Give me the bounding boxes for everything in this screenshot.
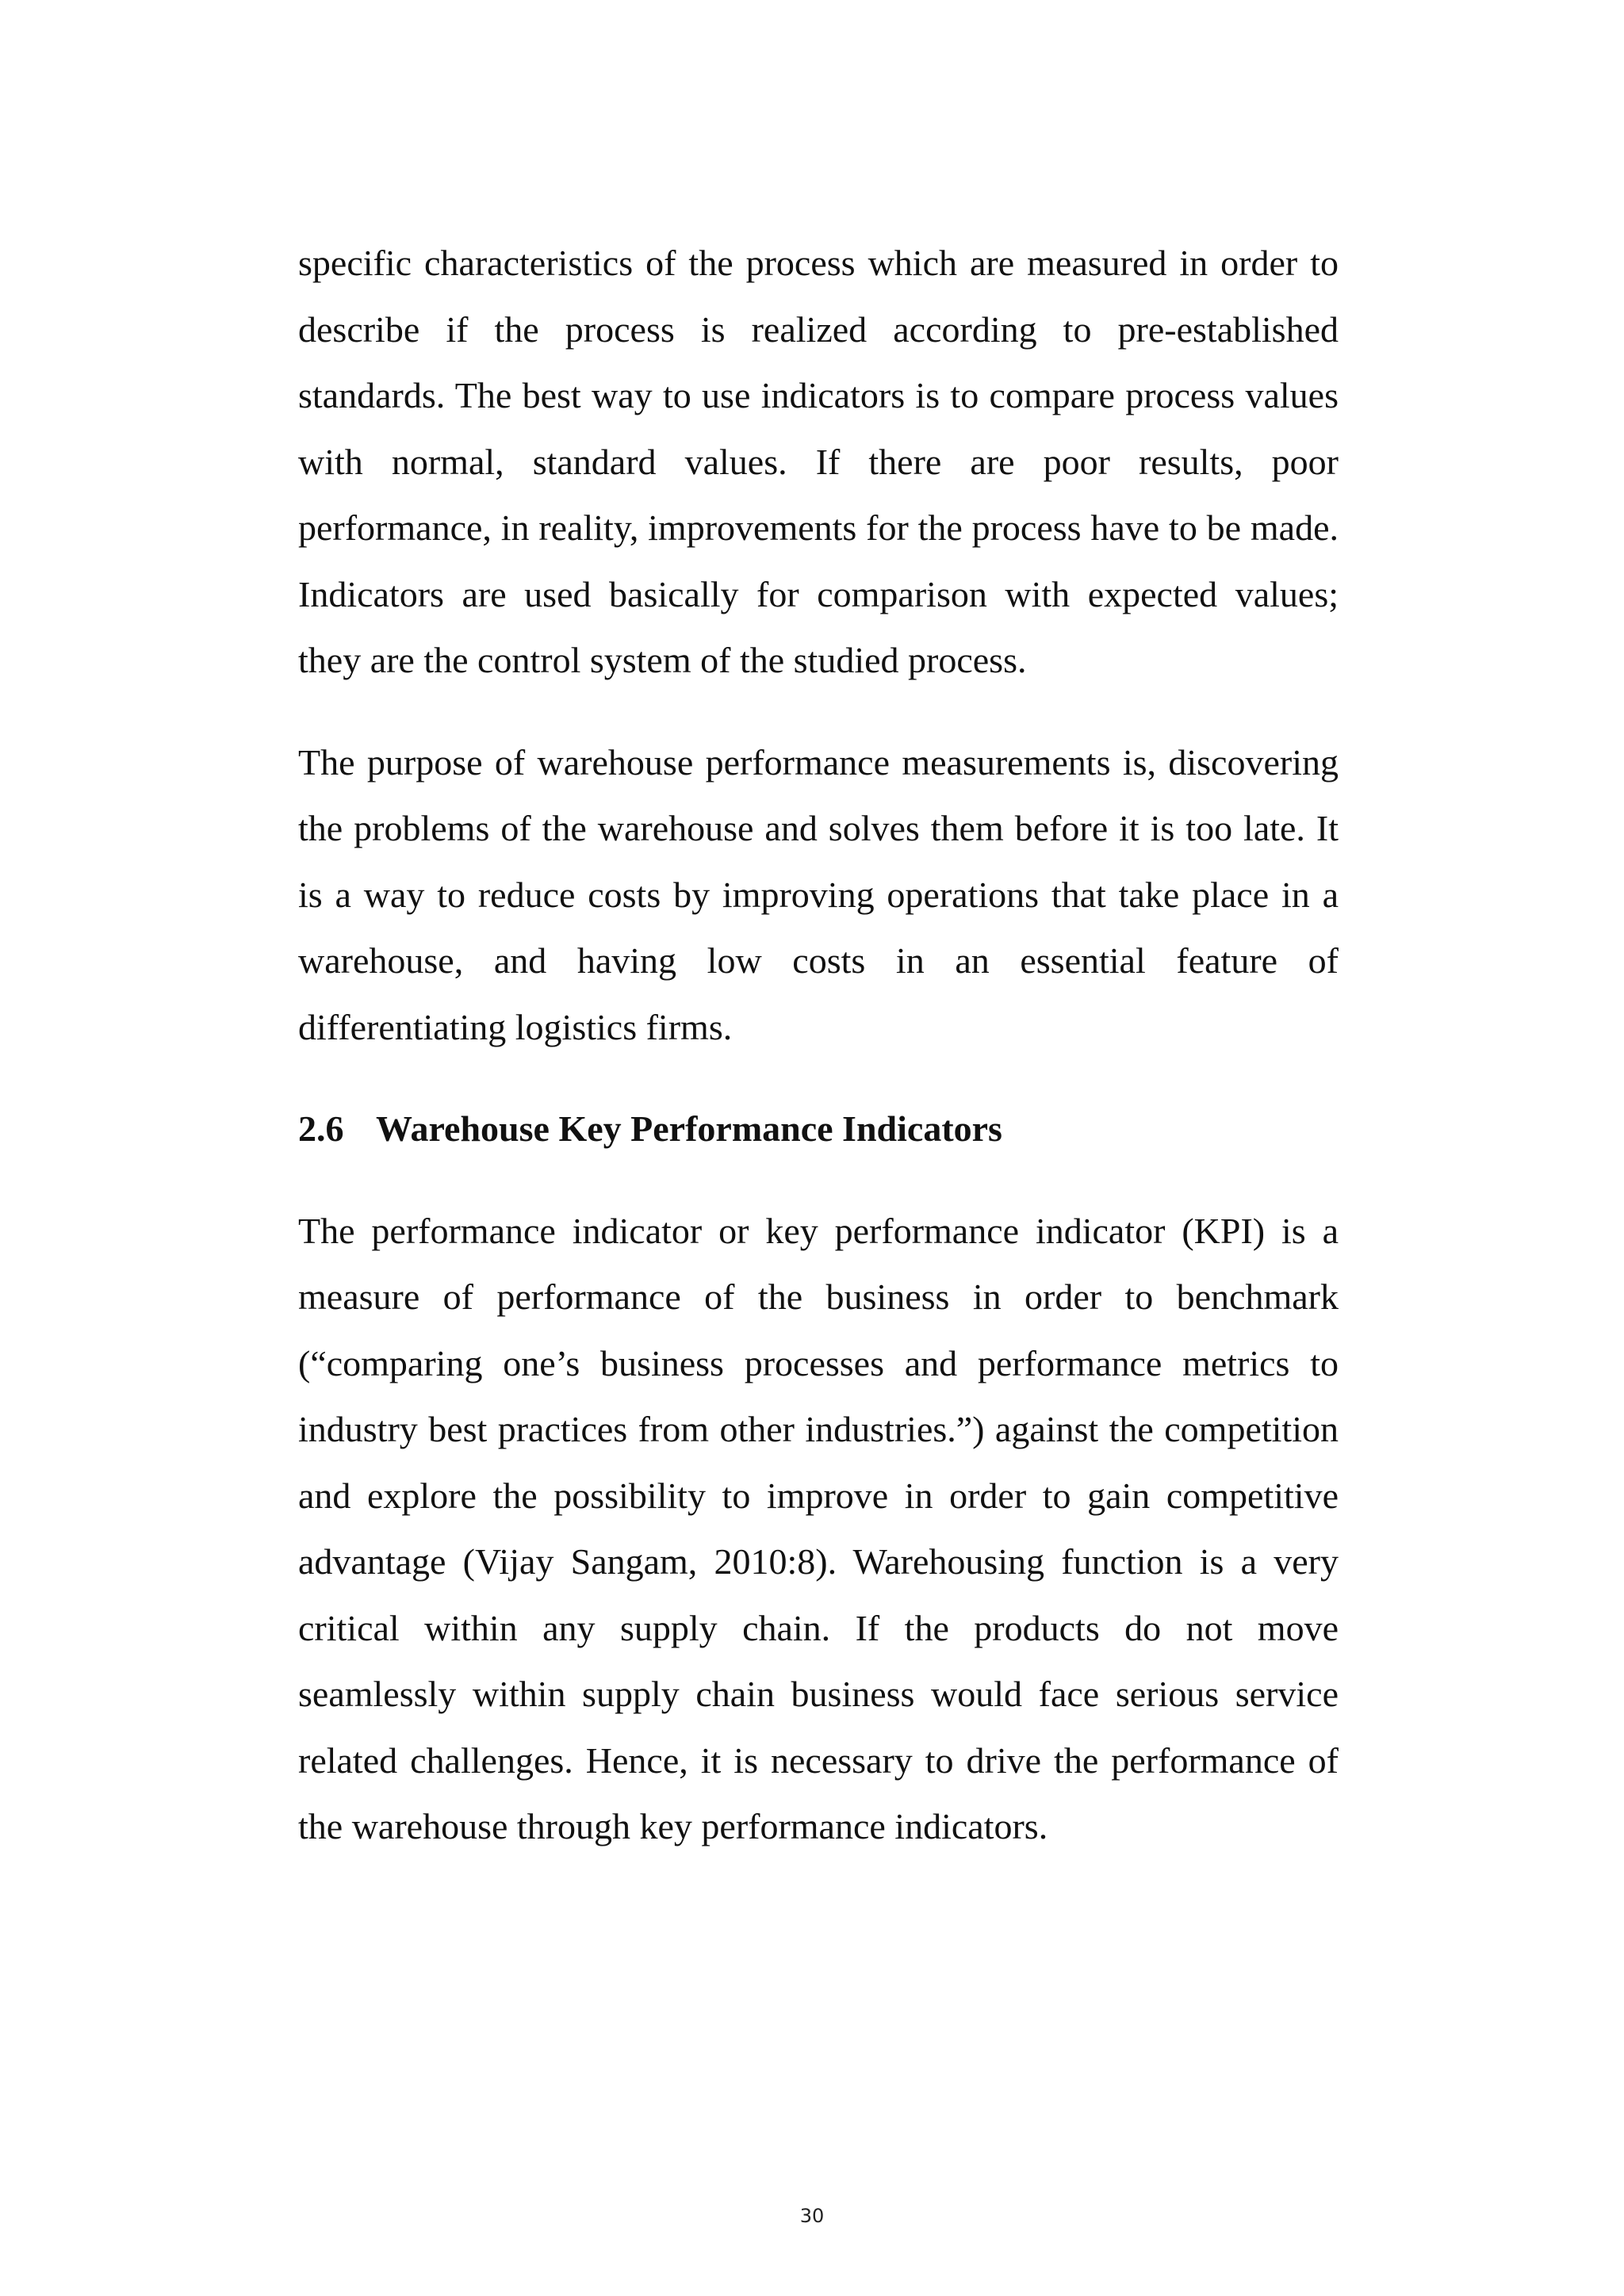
section-number: 2.6 [298,1108,344,1149]
paragraph-indicators: specific characteristics of the process which are measured in order to describe if the process is realized according to pre-established standards. The best way to use indicators is to compare process values with normal, standard values. If there are poor results, poor performance, in reality, improvements for the process have to be made. Indicators are used basically for comparison with expected values; they are the control system of the studied process. [298,243,1339,680]
paragraph-warehouse-measurement-purpose: The purpose of warehouse performance measurements is, discovering the problems of the warehouse and solves them before it is too late. It is a way to reduce costs by improving operations that take place in a warehouse, and having low costs in an essential feature of differentiating logistics firms. [298,741,1339,1047]
section-heading [298,1096,1339,1162]
section-title: Warehouse Key Performance Indicators [376,1108,1002,1149]
page-number: 30 [799,2205,825,2227]
paragraph-kpi-definition: The performance indicator or key performance indicator (KPI) is a measure of performance of the business in order to benchmark (“comparing one’s business processes and performance metrics to industry best practices from other industries.”) against the competition and explore the possibility to improve in order to gain competitive advantage (Vijay Sangam, 2010:8). Warehousing function is a very critical within any supply chain. If the products do not move seamlessly within supply chain business would face serious service related challenges. Hence, it is necessary to drive the performance of the warehouse through key performance indicators. [298,1210,1339,1846]
page-content [298,230,1339,1860]
